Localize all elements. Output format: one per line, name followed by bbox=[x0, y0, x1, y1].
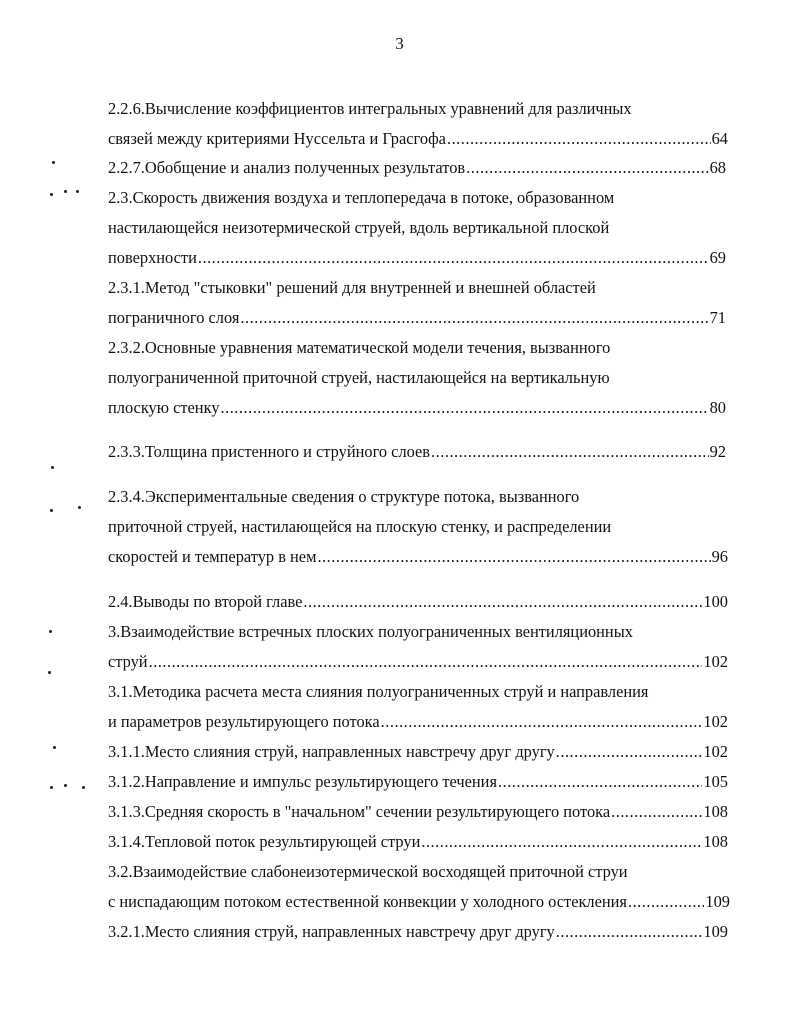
toc-entry-last-line bbox=[108, 545, 728, 569]
toc-entry-title: и параметров результирующего потока bbox=[108, 712, 380, 731]
scan-speck bbox=[49, 630, 52, 633]
scan-speck bbox=[51, 466, 54, 469]
scan-speck bbox=[53, 746, 56, 749]
toc-entry-title: 3.1.2.Направление и импульс результирующего течения bbox=[108, 772, 497, 791]
toc-entry-last-line bbox=[108, 740, 728, 764]
toc-entry-last-line bbox=[108, 650, 728, 674]
scan-speck bbox=[48, 671, 51, 674]
toc-entry-title: 2.4.Выводы по второй главе bbox=[108, 592, 303, 611]
toc-page-number: 64 bbox=[711, 129, 728, 148]
toc-page-number: 108 bbox=[703, 832, 728, 851]
toc-entry-line: 3.1.Методика расчета места слияния полуограниченных струй и направления bbox=[108, 682, 649, 701]
toc-entry-title: связей между критериями Нуссельта и Грасгофа bbox=[108, 129, 446, 148]
toc-page-number: 80 bbox=[709, 398, 726, 417]
toc-page-number: 102 bbox=[703, 742, 728, 761]
toc-entry-last-line bbox=[108, 800, 728, 824]
scan-speck bbox=[78, 506, 81, 509]
dot-leader bbox=[611, 800, 702, 824]
toc-entry-title: 3.1.4.Тепловой поток результирующей струи bbox=[108, 832, 421, 851]
toc-entry-title: пограничного слоя bbox=[108, 308, 240, 327]
dot-leader bbox=[431, 440, 709, 464]
dot-leader bbox=[628, 890, 704, 914]
toc-entry-title: струй bbox=[108, 652, 148, 671]
dot-leader bbox=[317, 545, 710, 569]
toc-entry-title: 2.3.3.Толщина пристенного и струйного слоев bbox=[108, 442, 431, 461]
toc-page-number: 102 bbox=[703, 712, 728, 731]
toc-entry-last-line bbox=[108, 830, 728, 854]
scan-speck bbox=[64, 190, 67, 193]
toc-entry-last-line bbox=[108, 306, 726, 330]
toc-entry-last-line bbox=[108, 156, 726, 180]
toc-entry-line: полуограниченной приточной струей, настилающейся на вертикальную bbox=[108, 368, 610, 387]
toc-entry-line: 3.Взаимодействие встречных плоских полуограниченных вентиляционных bbox=[108, 622, 633, 641]
toc-entry-line: 2.3.Скорость движения воздуха и теплопередача в потоке, образованном bbox=[108, 188, 615, 207]
toc-entry-last-line bbox=[108, 890, 730, 914]
dot-leader bbox=[447, 127, 711, 151]
toc-entry-last-line bbox=[108, 590, 728, 614]
dot-leader bbox=[466, 156, 708, 180]
toc-entry-line: приточной струей, настилающейся на плоскую стенку, и распределении bbox=[108, 517, 612, 536]
toc-entry-title: 3.1.1.Место слияния струй, направленных навстречу друг другу bbox=[108, 742, 555, 761]
toc-entry-last-line bbox=[108, 770, 728, 794]
toc-entry-title: 2.2.7.Обобщение и анализ полученных результатов bbox=[108, 158, 466, 177]
toc-page-number: 100 bbox=[703, 592, 728, 611]
toc-entry-line: 2.3.4.Экспериментальные сведения о структуре потока, вызванного bbox=[108, 487, 580, 506]
scan-speck bbox=[76, 190, 79, 193]
toc-page-number: 109 bbox=[705, 892, 730, 911]
scan-speck bbox=[64, 784, 67, 787]
toc-entry-last-line bbox=[108, 127, 728, 151]
scan-speck bbox=[50, 786, 53, 789]
toc-entry-line: 2.3.1.Метод "стыковки" решений для внутренней и внешней областей bbox=[108, 278, 596, 297]
toc-entry-title: скоростей и температур в нем bbox=[108, 547, 317, 566]
toc-page-number: 109 bbox=[703, 922, 728, 941]
dot-leader bbox=[381, 710, 703, 734]
dot-leader bbox=[149, 650, 703, 674]
toc-entry-line: 2.2.6.Вычисление коэффициентов интегральных уравнений для различных bbox=[108, 99, 632, 118]
toc-entry-title: 3.1.3.Средняя скорость в "начальном" сечении результирующего потока bbox=[108, 802, 611, 821]
dot-leader bbox=[556, 920, 703, 944]
page-number: 3 bbox=[395, 34, 404, 53]
toc-entry-last-line bbox=[108, 440, 726, 464]
scan-speck bbox=[50, 193, 53, 196]
toc-page-number: 96 bbox=[711, 547, 728, 566]
scan-speck bbox=[82, 786, 85, 789]
toc-entry-last-line bbox=[108, 920, 728, 944]
toc-entry-title: поверхности bbox=[108, 248, 197, 267]
toc-entry-line: 2.3.2.Основные уравнения математической модели течения, вызванного bbox=[108, 338, 611, 357]
toc-page-number: 105 bbox=[703, 772, 728, 791]
toc-entry-title: 3.2.1.Место слияния струй, направленных навстречу друг другу bbox=[108, 922, 555, 941]
dot-leader bbox=[198, 246, 709, 270]
toc-page-number: 102 bbox=[703, 652, 728, 671]
toc-page-number: 69 bbox=[709, 248, 726, 267]
toc-entry-last-line bbox=[108, 710, 728, 734]
toc-entry-line: настилающейся неизотермической струей, вдоль вертикальной плоской bbox=[108, 218, 610, 237]
toc-entry-title: плоскую стенку bbox=[108, 398, 220, 417]
toc-page-number: 71 bbox=[709, 308, 726, 327]
dot-leader bbox=[421, 830, 702, 854]
dot-leader bbox=[556, 740, 703, 764]
scan-speck bbox=[50, 509, 53, 512]
toc-entry-title: с ниспадающим потоком естественной конвекции у холодного остекления bbox=[108, 892, 627, 911]
toc-entry-last-line bbox=[108, 246, 726, 270]
toc-entry-line: 3.2.Взаимодействие слабонеизотермической восходящей приточной струи bbox=[108, 862, 628, 881]
dot-leader bbox=[498, 770, 702, 794]
toc-page-number: 68 bbox=[709, 158, 726, 177]
toc-entry-last-line bbox=[108, 396, 726, 420]
toc-page-number: 92 bbox=[709, 442, 726, 461]
dot-leader bbox=[240, 306, 708, 330]
scan-speck bbox=[52, 161, 55, 164]
dot-leader bbox=[303, 590, 702, 614]
toc-page-number: 108 bbox=[703, 802, 728, 821]
dot-leader bbox=[221, 396, 709, 420]
